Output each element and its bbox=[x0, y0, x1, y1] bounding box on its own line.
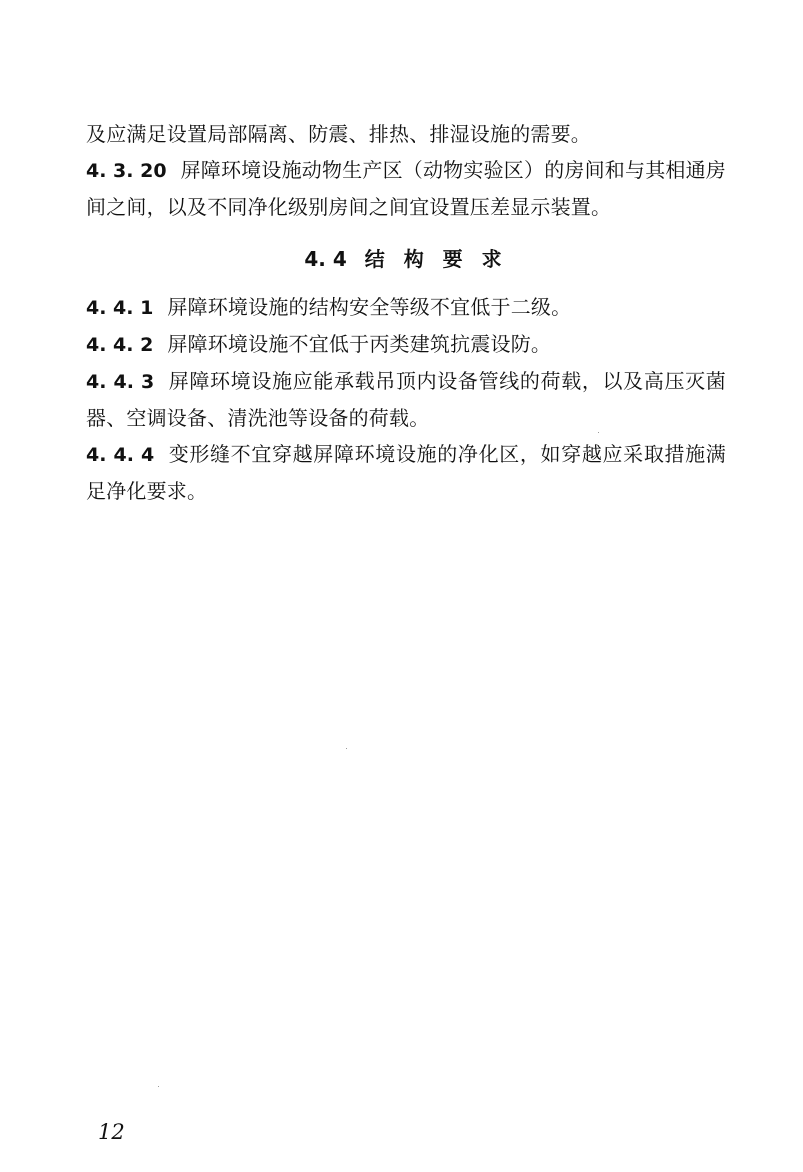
scan-speck bbox=[346, 748, 347, 749]
clause-4-4-4 bbox=[86, 436, 726, 509]
clause-4-4-1 bbox=[86, 289, 726, 326]
clause-number: 4. 4. 4 bbox=[86, 444, 155, 466]
continuation-text: 及应满足设置局部隔离、防震、排热、排湿设施的需要。 bbox=[86, 122, 591, 146]
page-body bbox=[86, 116, 726, 509]
clause-number: 4. 4. 2 bbox=[86, 334, 154, 356]
clause-number: 4. 4. 1 bbox=[86, 297, 154, 319]
section-title: 结 构 要 求 bbox=[364, 247, 508, 271]
clause-number: 4. 3. 20 bbox=[86, 160, 167, 182]
clause-text: 屏障环境设施的结构安全等级不宜低于二级。 bbox=[167, 295, 572, 319]
section-heading bbox=[86, 243, 726, 275]
clause-number: 4. 4. 3 bbox=[86, 371, 155, 393]
section-number: 4. 4 bbox=[304, 247, 347, 271]
clause-4-4-2 bbox=[86, 326, 726, 363]
continuation-paragraph bbox=[86, 116, 726, 152]
clause-4-4-3 bbox=[86, 363, 726, 436]
clause-text: 变形缝不宜穿越屏障环境设施的净化区，如穿越应采取措施满足净化要求。 bbox=[86, 442, 727, 503]
clause-text: 屏障环境设施应能承载吊顶内设备管线的荷载，以及高压灭菌器、空调设备、清洗池等设备的荷载。 bbox=[86, 369, 727, 430]
scan-speck bbox=[598, 432, 599, 433]
clause-4-3-20 bbox=[86, 152, 726, 225]
page-number: 12 bbox=[98, 1120, 125, 1144]
scan-speck bbox=[158, 1086, 159, 1087]
clause-text: 屏障环境设施不宜低于丙类建筑抗震设防。 bbox=[167, 332, 552, 356]
clause-text: 屏障环境设施动物生产区（动物实验区）的房间和与其相通房间之间，以及不同净化级别房间之间宜设置压差显示装置。 bbox=[86, 158, 727, 219]
